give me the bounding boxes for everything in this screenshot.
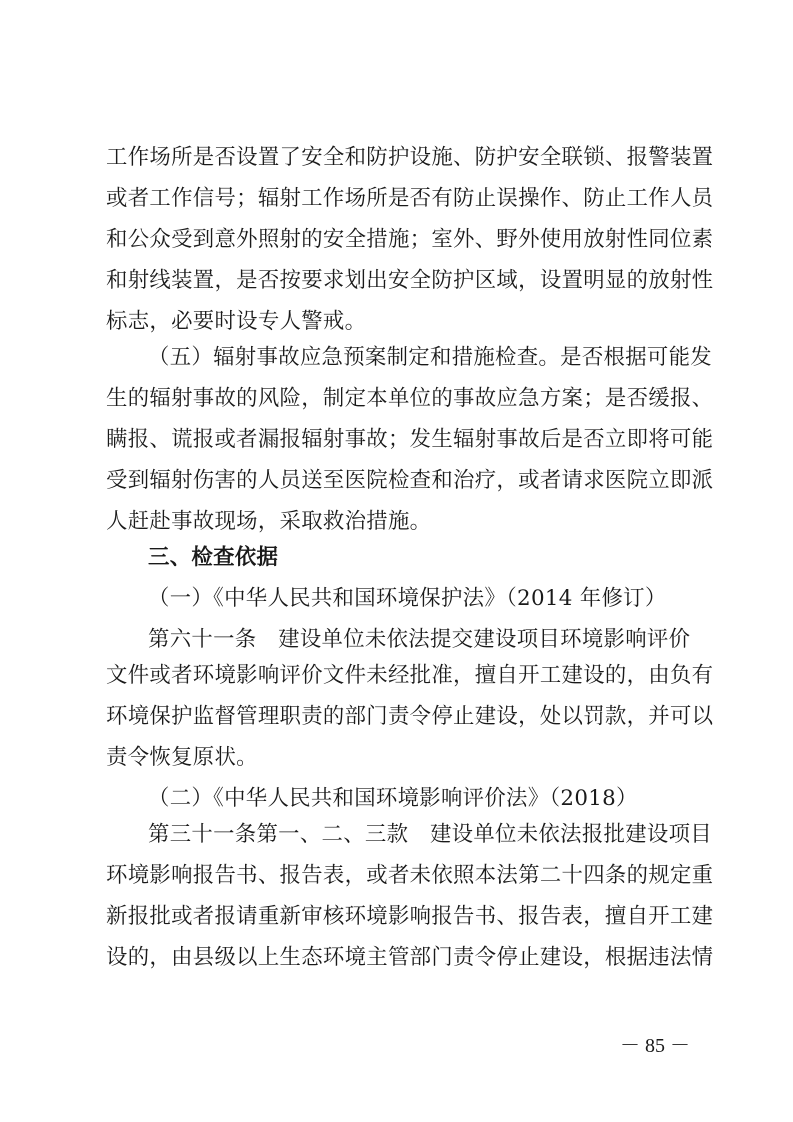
text-line: 工作场所是否设置了安全和防护设施、防护安全联锁、报警装置 xyxy=(106,145,714,170)
page-number: － 85 － xyxy=(620,1035,690,1057)
section-heading: 三、检查依据 xyxy=(148,545,279,570)
text-line: 新报批或者报请重新审核环境影响报告书、报告表，擅自开工建 xyxy=(106,904,714,929)
text-line: 瞒报、谎报或者漏报辐射事故；发生辐射事故后是否立即将可能 xyxy=(106,427,714,452)
text-line: 或者工作信号；辐射工作场所是否有防止误操作、防止工作人员 xyxy=(106,186,714,211)
text-line: 文件或者环境影响评价文件未经批准，擅自开工建设的，由负有 xyxy=(106,663,714,688)
text-line: 和射线装置，是否按要求划出安全防护区域，设置明显的放射性 xyxy=(106,268,714,293)
text-line: 第六十一条 建设单位未依法提交建设项目环境影响评价 xyxy=(148,627,691,652)
text-line: 第三十一条第一、二、三款 建设单位未依法报批建设项目 xyxy=(148,822,712,847)
text-line: 受到辐射伤害的人员送至医院检查和治疗，或者请求医院立即派 xyxy=(106,468,714,493)
subsection-heading: （一）《中华人民共和国环境保护法》（2014 年修订） xyxy=(148,586,667,611)
text-line: （五）辐射事故应急预案制定和措施检查。是否根据可能发 xyxy=(148,345,712,370)
text-line: 标志，必要时设专人警戒。 xyxy=(106,309,367,334)
text-line: 和公众受到意外照射的安全措施；室外、野外使用放射性同位素 xyxy=(106,227,714,252)
subsection-heading: （二）《中华人民共和国环境影响评价法》（2018） xyxy=(148,786,638,811)
text-line: 环境保护监督管理职责的部门责令停止建设，处以罚款，并可以 xyxy=(106,704,714,729)
text-line: 人赶赴事故现场，采取救治措施。 xyxy=(106,509,432,534)
text-line: 生的辐射事故的风险，制定本单位的事故应急方案；是否缓报、 xyxy=(106,386,714,411)
text-line: 责令恢复原状。 xyxy=(106,745,258,770)
text-line: 设的，由县级以上生态环境主管部门责令停止建设，根据违法情 xyxy=(106,945,714,970)
text-line: 环境影响报告书、报告表，或者未依照本法第二十四条的规定重 xyxy=(106,863,714,888)
